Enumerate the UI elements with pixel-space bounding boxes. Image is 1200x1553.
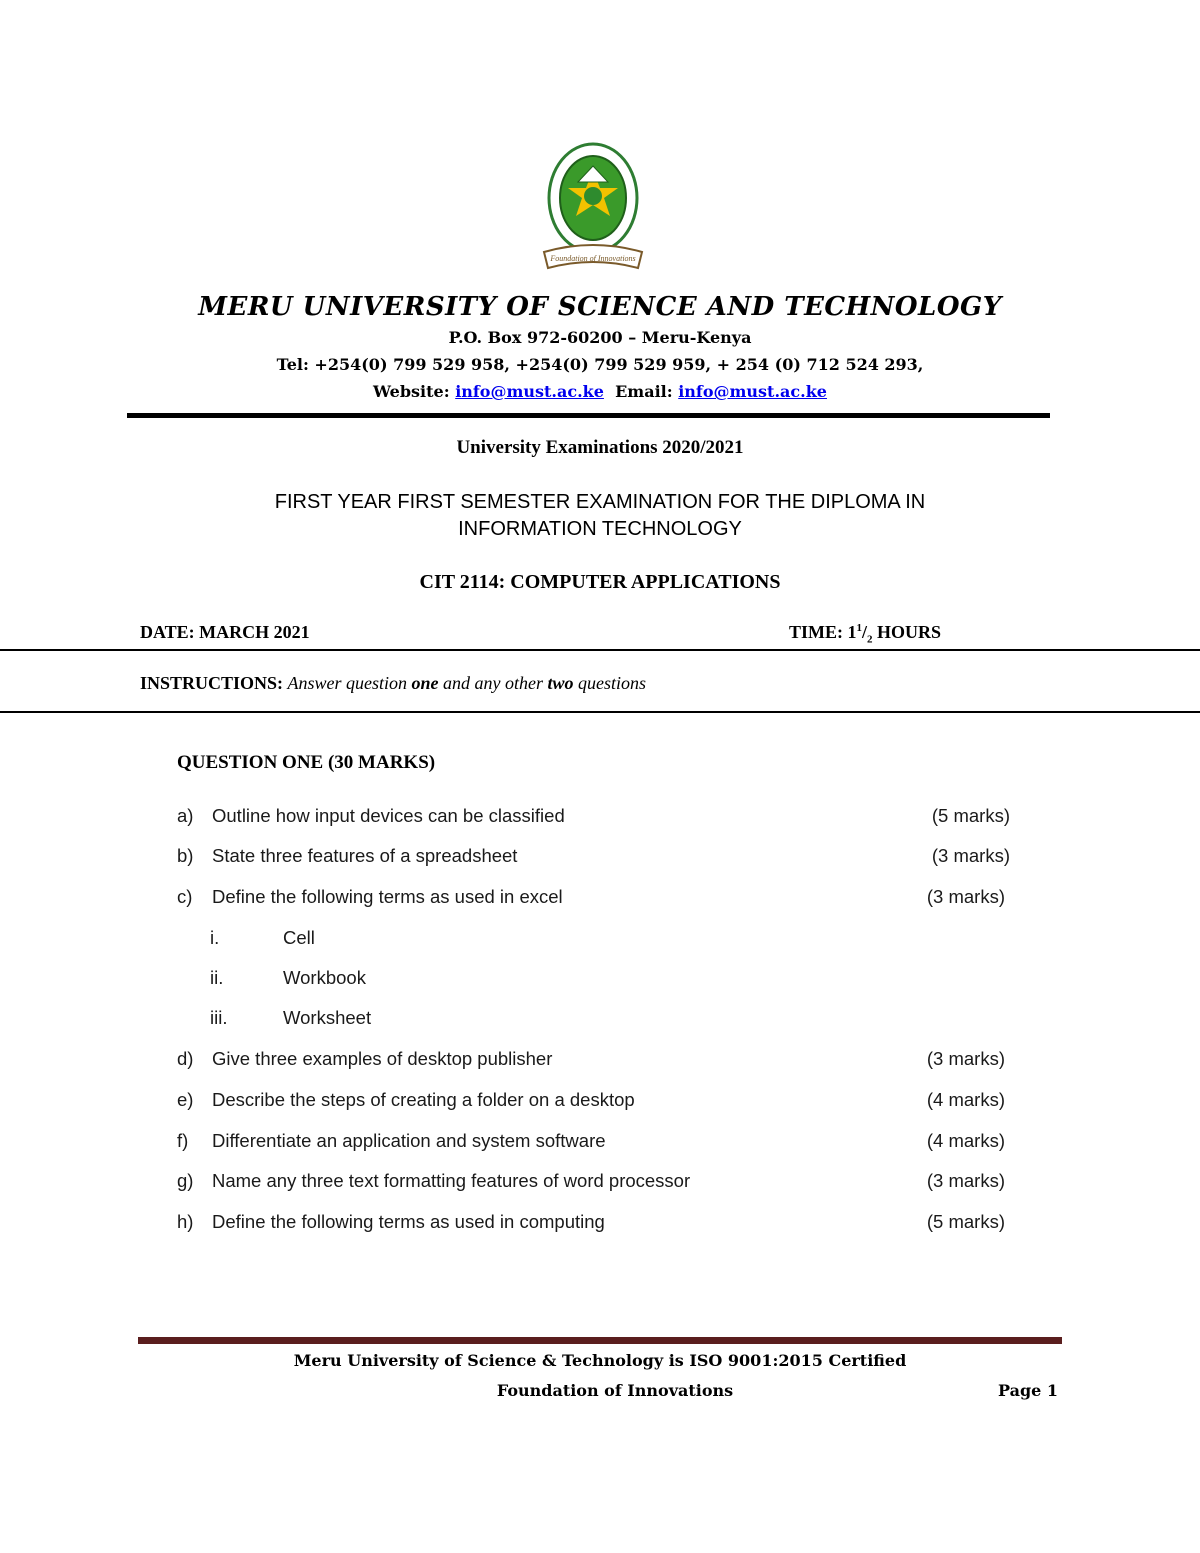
- item-letter: d): [177, 1048, 194, 1069]
- item-marks: (3 marks): [931, 845, 1010, 866]
- item-marks: (4 marks): [926, 1089, 1005, 1110]
- email-link[interactable]: info@must.ac.ke: [678, 382, 827, 401]
- item-marks: (3 marks): [926, 1170, 1005, 1191]
- footer-certification: Meru University of Science & Technology is ISO 9001:2015 Certified: [293, 1351, 907, 1370]
- item-text: Give three examples of desktop publisher: [212, 1048, 553, 1069]
- sub-item-numeral: ii.: [210, 967, 224, 988]
- item-text: Define the following terms as used in excel: [212, 886, 563, 907]
- telephone-line: Tel: +254(0) 799 529 958, +254(0) 799 529 959, + 254 (0) 712 524 293,: [276, 355, 924, 374]
- contact-line: [0, 382, 1200, 401]
- item-letter: g): [177, 1170, 194, 1191]
- item-letter: c): [177, 886, 193, 907]
- item-marks: (5 marks): [926, 1211, 1005, 1232]
- po-box: P.O. Box 972-60200 – Meru-Kenya: [448, 328, 752, 347]
- item-text: Describe the steps of creating a folder on a desktop: [212, 1089, 635, 1110]
- exam-date: DATE: MARCH 2021: [140, 622, 310, 642]
- item-letter: e): [177, 1089, 194, 1110]
- item-letter: h): [177, 1211, 194, 1232]
- divider-line: [0, 711, 1200, 713]
- footer-divider: [138, 1337, 1062, 1344]
- exam-year: University Examinations 2020/2021: [456, 437, 744, 458]
- item-letter: b): [177, 845, 194, 866]
- logo-motto: Foundation of Innovations: [550, 254, 636, 263]
- sub-item-numeral: i.: [210, 927, 220, 948]
- item-letter: f): [177, 1130, 189, 1151]
- sub-item-text: Cell: [283, 927, 315, 948]
- instructions-label: INSTRUCTIONS:: [140, 673, 284, 693]
- item-text: Outline how input devices can be classified: [212, 805, 565, 826]
- item-text: State three features of a spreadsheet: [212, 845, 518, 866]
- sub-item-numeral: iii.: [210, 1007, 228, 1028]
- exam-title: [150, 489, 1050, 543]
- item-text: Name any three text formatting features of word processor: [212, 1170, 691, 1191]
- item-marks: (4 marks): [926, 1130, 1005, 1151]
- item-text: Define the following terms as used in computing: [212, 1211, 605, 1232]
- exam-title-line1: FIRST YEAR FIRST SEMESTER EXAMINATION FOR THE DIPLOMA IN: [274, 491, 926, 513]
- sub-item-text: Workbook: [283, 967, 366, 988]
- item-marks: (3 marks): [926, 886, 1005, 907]
- email-label: Email:: [615, 382, 673, 401]
- footer-motto: Foundation of Innovations: [496, 1381, 734, 1400]
- website-label: Website:: [373, 382, 450, 401]
- item-text: Differentiate an application and system software: [212, 1130, 606, 1151]
- item-marks: (3 marks): [926, 1048, 1005, 1069]
- page-number: Page 1: [998, 1381, 1059, 1400]
- header-divider: [127, 413, 1050, 418]
- sub-item-text: Worksheet: [283, 1007, 372, 1028]
- exam-title-line2: INFORMATION TECHNOLOGY: [458, 518, 742, 540]
- university-logo: [538, 140, 648, 275]
- university-name: MERU UNIVERSITY OF SCIENCE AND TECHNOLOGY: [198, 292, 1002, 322]
- website-link[interactable]: info@must.ac.ke: [455, 382, 604, 401]
- question-one-heading: QUESTION ONE (30 MARKS): [177, 752, 436, 773]
- instructions: INSTRUCTIONS: Answer question one and any other two questions: [140, 673, 647, 693]
- divider-line: [0, 649, 1200, 651]
- course-title: CIT 2114: COMPUTER APPLICATIONS: [419, 571, 781, 593]
- exam-time: TIME: $1^1/_2$ HOURS: [789, 622, 942, 646]
- item-letter: a): [177, 805, 194, 826]
- item-marks: (5 marks): [931, 805, 1010, 826]
